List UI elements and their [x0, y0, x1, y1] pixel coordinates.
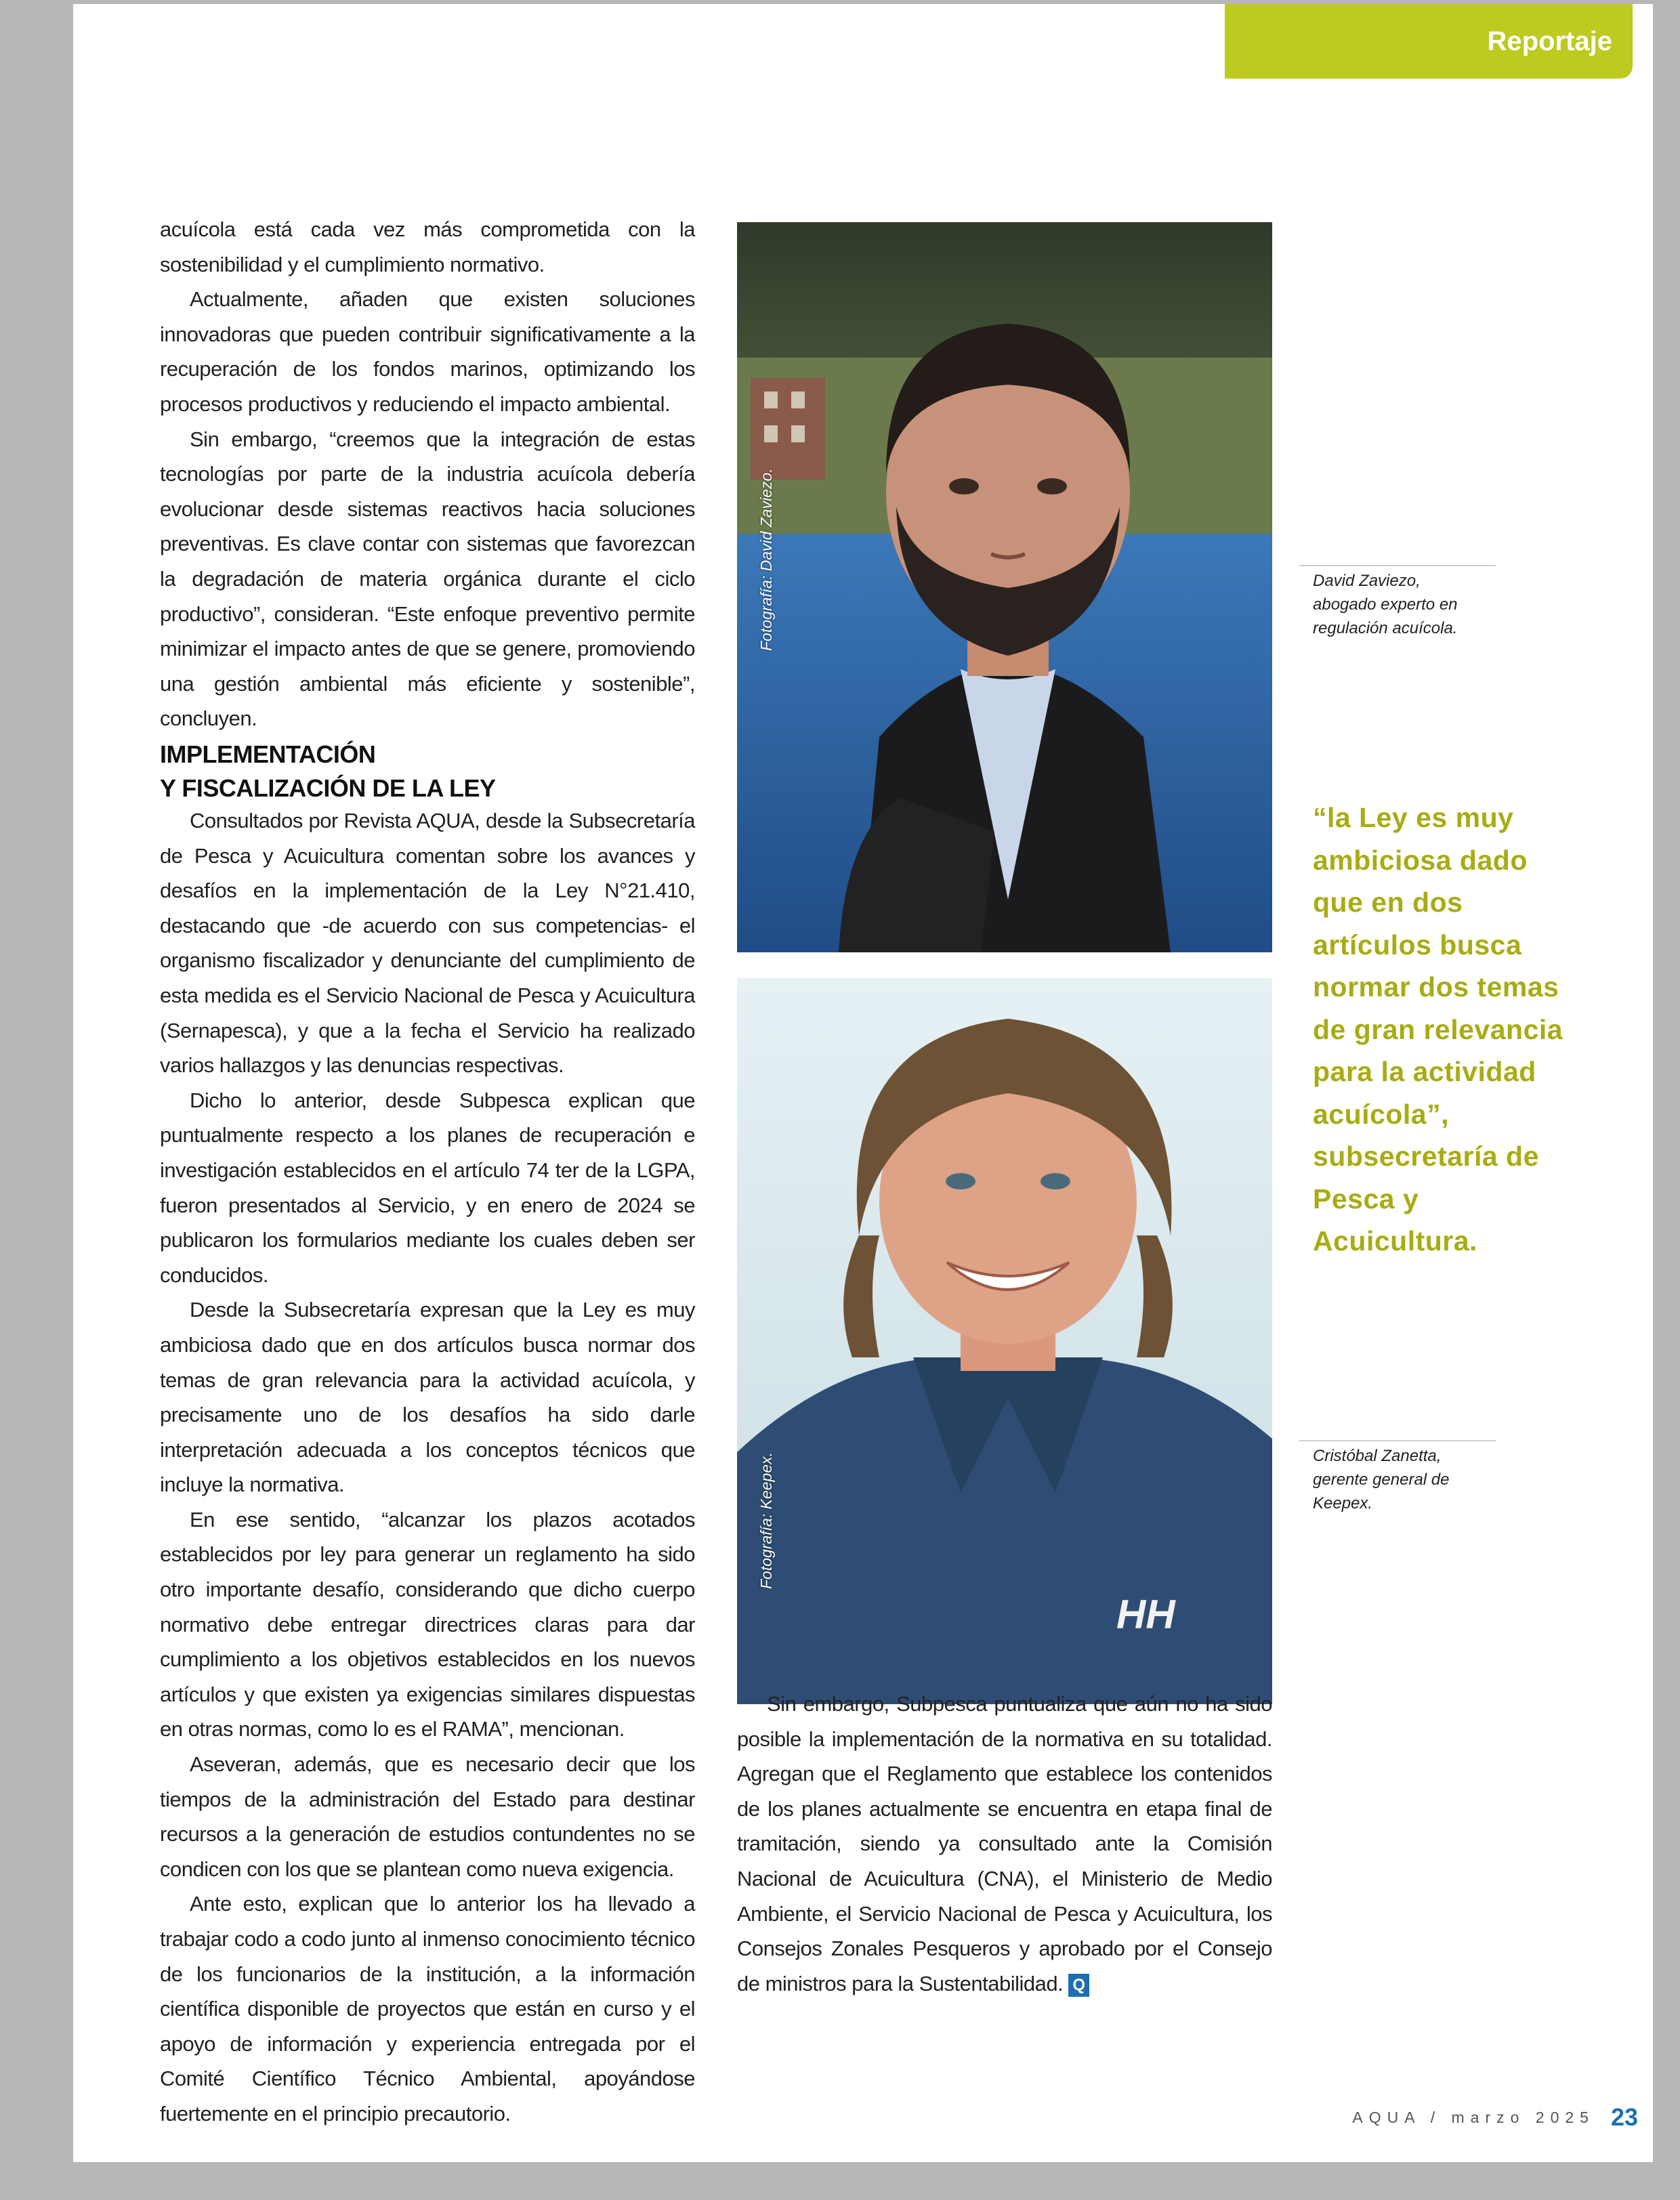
magazine-page: [73, 4, 1653, 2162]
section-tab: [1225, 4, 1633, 79]
photo-david-zaviezo: [737, 222, 1272, 952]
caption-line: Cristóbal Zanetta,: [1313, 1447, 1442, 1465]
caption-line: Keepex.: [1313, 1494, 1373, 1512]
paragraph: En ese sentido, “alcanzar los plazos acotados establecidos por ley para generar un reglamento ha sido otro importante desafío, considerando que dicho cuerpo normativo debe entregar directrices claras para dar cumplimiento a los objetivos establecidos en los nuevos artículos y que existen ya exigencias similares dispuestas en otras normas, como lo es el RAMA”, mencionan.: [160, 1507, 695, 1741]
caption-rule: [1299, 1440, 1496, 1441]
paragraph: [737, 1687, 1272, 2001]
paragraph: Desde la Subsecretaría expresan que la Ley es muy ambiciosa dado que en dos artículos busca normar dos temas de gran relevancia para la actividad acuícola, y precisamente uno de los desafíos ha sido darle interpretación adecuada a los conceptos técnicos que incluye la normativa.: [160, 1298, 695, 1497]
paragraph: Consultados por Revista AQUA, desde la Subsecretaría de Pesca y Acuicultura comentan sobre los avances y desafíos en la implementación de la Ley N°21.410, destacando que -de acuerdo con sus competencias- el organismo fiscalizador y denunciante del cumplimiento de esta medida es el Servicio Nacional de Pesca y Acuicultura (Sernapesca), y que a la fecha el Servicio ha realizado varios hallazgos y las denuncias respectivas.: [160, 809, 695, 1078]
paragraph: Ante esto, explican que lo anterior los ha llevado a trabajar codo a codo junto al inmenso conocimiento técnico de los funcionarios de la institución, a la información científica disponible de proyectos que están en curso y el apoyo de información y experiencia entregada por el Comité Científico Técnico Ambiental, apoyándose fuertemente en el principio precautorio.: [160, 1892, 695, 2125]
section-tab-label: Reportaje: [1487, 26, 1612, 56]
section-heading: [160, 738, 695, 805]
caption-line: abogado experto en: [1313, 595, 1458, 614]
pull-quote: “la Ley es muy ambiciosa dado que en dos artículos busca normar dos temas de gran relevancia para la actividad acuícola”, subsecretaría de Pesca y Acuicultura.: [1313, 802, 1563, 1256]
photo-caption-zanetta: [1313, 1444, 1516, 1515]
paragraph: Dicho lo anterior, desde Subpesca explican que puntualmente respecto a los planes de recuperación e investigación establecidos en el artículo 74 ter de la LGPA, fueron presentados al Servicio, y en enero de 2024 se publicaron los formularios mediante los cuales deben ser conducidos.: [160, 1088, 695, 1287]
photo-caption-zaviezo: [1313, 569, 1516, 640]
middle-column-bottom: [737, 1687, 1272, 2001]
section-heading-line: IMPLEMENTACIÓN: [160, 740, 376, 768]
photo-credit: Fotografía: David Zaviezo.: [757, 468, 775, 651]
page-number: 23: [1610, 2103, 1638, 2131]
caption-rule: [1299, 565, 1496, 566]
photo-credit: Fotografía: Keepex.: [757, 1452, 775, 1589]
section-heading-line: Y FISCALIZACIÓN DE LA LEY: [160, 774, 496, 802]
page-footer: [1299, 2100, 1638, 2134]
footer-publication: AQUA / marzo 2025: [1352, 2108, 1595, 2126]
paragraph: acuícola está cada vez más comprometida con la sostenibilidad y el cumplimiento normativo.: [160, 217, 695, 276]
paragraph-text: Sin embargo, Subpesca puntualiza que aún no ha sido posible la implementación de la normativa en su totalidad. Agregan que el Reglamento que establece los contenidos de los planes actualmente se encuentra en etapa final de tramitación, siendo ya consultado ante la Comisión Nacional de Acuicultura (CNA), el Ministerio de Medio Ambiente, el Servicio Nacional de Pesca y Acuicultura, los Consejos Zonales Pesqueros y aprobado por el Consejo de ministros para la Sustentabilidad.: [737, 1692, 1272, 1995]
paragraph: Sin embargo, “creemos que la integración de estas tecnologías por parte de la industria acuícola debería evolucionar desde sistemas reactivos hacia soluciones preventivas. Es clave contar con sistemas que favorezcan la degradación de materia orgánica durante el ciclo productivo”, consideran. “Este enfoque preventivo permite minimizar el impacto antes de que se genere, promoviendo una gestión ambiental más eficiente y sostenible”, concluyen.: [160, 427, 695, 731]
left-column-bottom: [160, 803, 695, 2132]
caption-line: regulación acuícola.: [1313, 619, 1458, 637]
caption-line: David Zaviezo,: [1313, 572, 1421, 590]
left-column-top: [160, 212, 695, 736]
photo-cristobal-zanetta: [737, 978, 1272, 1704]
caption-line: gerente general de: [1313, 1471, 1450, 1489]
paragraph: Aseveran, además, que es necesario decir que los tiempos de la administración del Estado para destinar recursos a la generación de estudios contundentes no se condicen con los que se plantean como nueva exigencia.: [160, 1752, 695, 1881]
paragraph: Actualmente, añaden que existen soluciones innovadoras que pueden contribuir significativamente a la recuperación de los fondos marinos, optimizando los procesos productivos y reduciendo el impacto ambiental.: [160, 287, 695, 416]
jacket-logo: HH: [1116, 1592, 1175, 1637]
end-mark-icon: Q: [1068, 1974, 1089, 1997]
